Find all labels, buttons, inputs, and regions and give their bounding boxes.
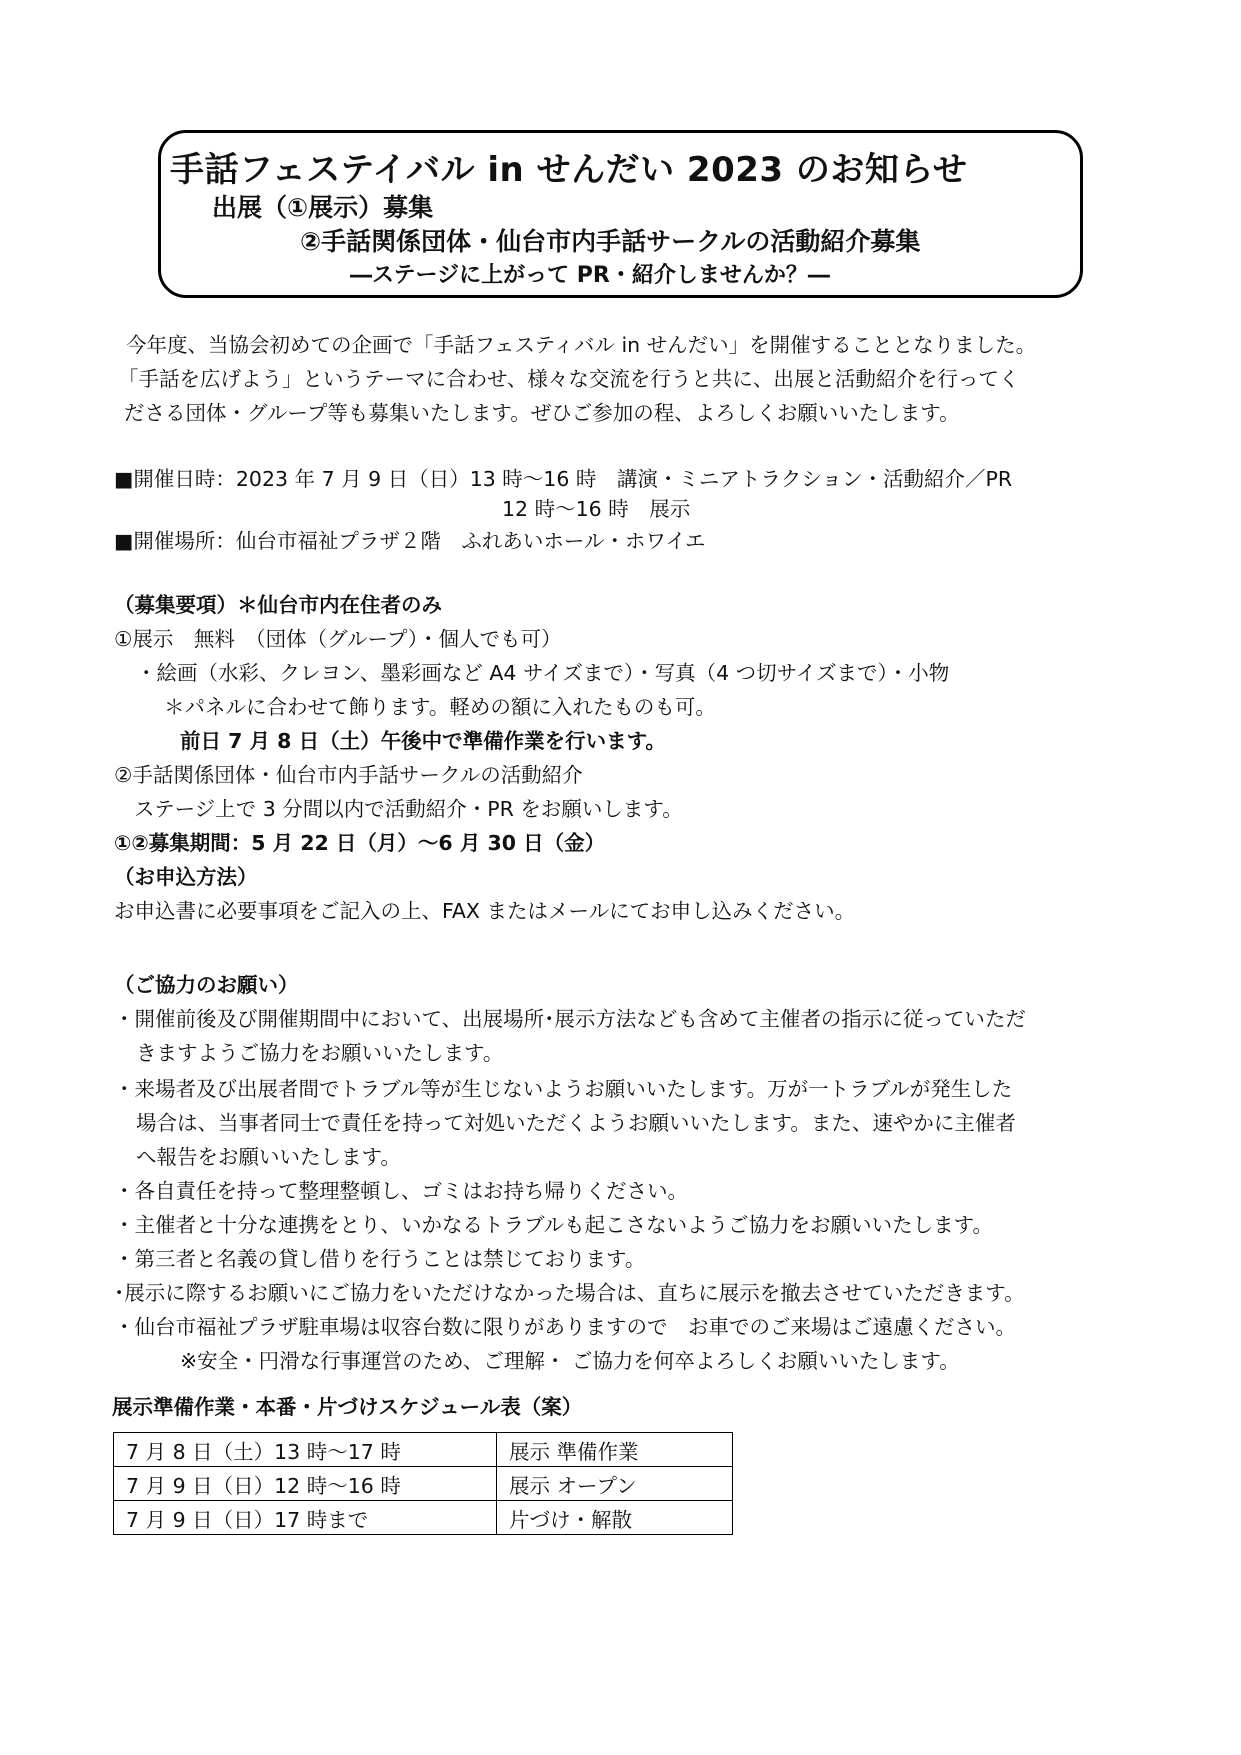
cooperation-line: ・主催者と十分な連携をとり、いかなるトラブルも起こさないようご協力をお願いいたします。: [114, 1213, 994, 1237]
cooperation-line: 場合は、当事者同士で責任を持って対処いただくようお願いいたします。また、速やかに主催者: [136, 1111, 1016, 1135]
cooperation-line: ・開催前後及び開催期間中において、出展場所･展示方法なども含めて主催者の指示に従っていただ: [114, 1007, 1026, 1031]
schedule-heading: 展示準備作業・本番・片づけスケジュール表（案）: [112, 1395, 583, 1419]
schedule-when: 7 月 9 日（日）12 時～16 時: [114, 1467, 497, 1501]
recruit-heading: （募集要項）＊仙台市内在住者のみ: [114, 593, 442, 617]
event-venue: ■開催場所：仙台市福祉プラザ２階 ふれあいホール・ホワイエ: [114, 529, 706, 553]
cooperation-line: ・来場者及び出展者間でトラブル等が生じないようお願いいたします。万が一トラブルが発生した: [114, 1077, 1013, 1101]
table-row: [114, 1467, 733, 1501]
cooperation-line: ・第三者と名義の貸し借りを行うことは禁じております。: [114, 1247, 646, 1271]
schedule-table: [113, 1432, 733, 1535]
cooperation-heading: （ご協力のお願い）: [114, 973, 299, 997]
intro-line: 「手話を広げよう」というテーマに合わせ、様々な交流を行うと共に、出展と活動紹介を行ってく: [118, 367, 1020, 391]
recruit-item-exhibit: ①展示 無料 （団体（グループ）・個人でも可）: [114, 627, 562, 651]
schedule-what: 片づけ・解散: [497, 1501, 733, 1535]
cooperation-line: ･展示に際するお願いにご協力をいただけなかった場合は、直ちに展示を撤去させていただきます。: [114, 1281, 1025, 1305]
recruit-item-exhibit-note: ＊パネルに合わせて飾ります。軽めの額に入れたものも可。: [164, 695, 716, 719]
subtitle-exhibit: 出展（①展示）募集: [212, 193, 434, 222]
subtitle-activity: ②手話関係団体・仙台市内手話サークルの活動紹介募集: [300, 227, 921, 256]
schedule-what: 展示 オープン: [497, 1467, 733, 1501]
cooperation-line: へ報告をお願いいたします。: [136, 1145, 401, 1169]
recruit-period: ①②募集期間：5 月 22 日（月）～6 月 30 日（金）: [114, 831, 606, 855]
subtitle-tagline: ―ステージに上がって PR・紹介しませんか？―: [350, 263, 830, 288]
schedule-what: 展示 準備作業: [497, 1433, 733, 1467]
intro-line: 今年度、当協会初めての企画で「手話フェスティバル in せんだい」を開催することとなりました。: [126, 333, 1037, 357]
cooperation-line: ・各自責任を持って整理整頓し、ゴミはお持ち帰りください。: [114, 1179, 688, 1203]
recruit-item-exhibit-detail: ・絵画（水彩、クレヨン、墨彩画など A4 サイズまで）・写真（4 つ切サイズまで）・小物: [136, 661, 950, 685]
event-datetime: ■開催日時：2023 年 7 月 9 日（日）13 時～16 時 講演・ミニアトラクション・活動紹介／PR: [114, 467, 1013, 491]
cooperation-closing: ※安全・円滑な行事運営のため、ご理解・ ご協力を何卒よろしくお願いいたします。: [180, 1349, 960, 1373]
schedule-when: 7 月 9 日（日）17 時まで: [114, 1501, 497, 1535]
recruit-item-activity-detail: ステージ上で 3 分間以内で活動紹介・PR をお願いします。: [134, 797, 683, 821]
apply-heading: （お申込方法）: [114, 865, 258, 889]
table-row: [114, 1433, 733, 1467]
cooperation-line: きますようご協力をお願いいたします。: [136, 1041, 504, 1065]
cooperation-line: ・仙台市福祉プラザ駐車場は収容台数に限りがありますので お車でのご来場はご遠慮ください。: [114, 1315, 1016, 1339]
event-datetime-exhibit: 12 時～16 時 展示: [502, 497, 691, 521]
recruit-item-exhibit-prep: 前日 7 月 8 日（土）午後中で準備作業を行います。: [180, 729, 666, 753]
apply-text: お申込書に必要事項をご記入の上、FAX またはメールにてお申し込みください。: [114, 899, 856, 923]
intro-line: ださる団体・グループ等も募集いたします。ぜひご参加の程、よろしくお願いいたします。: [124, 401, 960, 425]
schedule-when: 7 月 8 日（土）13 時～17 時: [114, 1433, 497, 1467]
recruit-item-activity: ②手話関係団体・仙台市内手話サークルの活動紹介: [114, 763, 583, 787]
table-row: [114, 1501, 733, 1535]
page-title: 手話フェステイバル in せんだい 2023 のお知らせ: [170, 150, 968, 190]
